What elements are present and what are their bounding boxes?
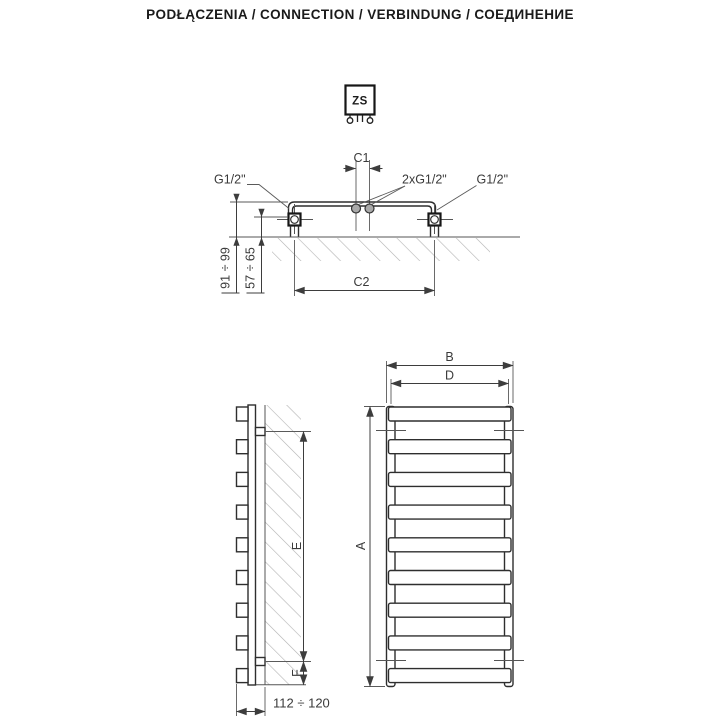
pipe-inner-line <box>293 206 432 215</box>
dimension-c1 <box>344 151 383 169</box>
radiator-rail-side <box>237 505 249 519</box>
radiator-rail-side <box>237 538 249 552</box>
collector-bar-side <box>248 405 256 685</box>
dim-label-e: E <box>290 541 304 551</box>
dim-label-c2: C2 <box>353 275 370 289</box>
radiator-rail-front <box>389 636 512 650</box>
radiator-rail-side <box>237 407 249 421</box>
wall-hatching <box>272 238 490 261</box>
radiator-rail-side <box>237 571 249 585</box>
page-title: PODŁĄCZENIA / CONNECTION / VERBINDUNG / СОЕДИНЕНИЕ <box>146 7 574 22</box>
pipe-outer-line <box>289 202 436 215</box>
center-connection-left <box>352 204 361 213</box>
radiator-front-view <box>354 350 524 687</box>
radiator-rail-front <box>389 603 512 617</box>
front-rails <box>389 407 512 683</box>
zs-connection-spigots-icon <box>347 115 373 124</box>
wall-fitting-right <box>417 204 453 237</box>
zs-label: ZS <box>352 95 368 108</box>
g12-center-label: 2xG1/2" <box>402 172 447 187</box>
g12-left-label: G1/2" <box>214 172 246 187</box>
dim-label-f: F <box>290 669 304 677</box>
radiator-rail-side <box>237 440 249 454</box>
thread-label-center <box>359 173 447 205</box>
wall-bracket-bottom <box>256 658 266 666</box>
dim-label-c1: C1 <box>353 151 370 165</box>
dim-label-57-65: 57 ÷ 65 <box>243 247 258 289</box>
thread-label-left <box>214 173 289 209</box>
side-rails <box>237 407 249 683</box>
dim-label-b: B <box>445 350 454 364</box>
thread-label-right <box>437 173 508 211</box>
radiator-rail-front <box>389 407 512 421</box>
dim-label-d: D <box>444 368 455 383</box>
radiator-rail-front <box>389 669 512 683</box>
radiator-rail-side <box>237 603 249 617</box>
radiator-rail-side <box>237 669 249 683</box>
dim-label-91-99: 91 ÷ 99 <box>218 247 233 289</box>
center-connection-right <box>365 204 374 213</box>
radiator-rail-side <box>237 636 249 650</box>
dimension-d <box>391 369 509 405</box>
radiator-rail-front <box>389 571 512 585</box>
wall-fitting-left <box>277 204 313 237</box>
radiator-rail-front <box>389 440 512 454</box>
zs-valve-symbol <box>346 86 375 124</box>
radiator-rail-side <box>237 472 249 486</box>
radiator-rail-front <box>389 472 512 486</box>
wall-bracket-top <box>256 428 266 436</box>
dim-label-a: A <box>354 541 368 551</box>
dimension-depth <box>237 684 330 716</box>
radiator-rail-front <box>389 505 512 519</box>
connection-top-view <box>214 151 520 296</box>
g12-right-label: G1/2" <box>476 172 509 187</box>
dim-label-depth: 112 ÷ 120 <box>273 695 330 711</box>
radiator-side-view <box>237 405 330 716</box>
radiator-rail-front <box>389 538 512 552</box>
dimension-a <box>354 407 385 687</box>
